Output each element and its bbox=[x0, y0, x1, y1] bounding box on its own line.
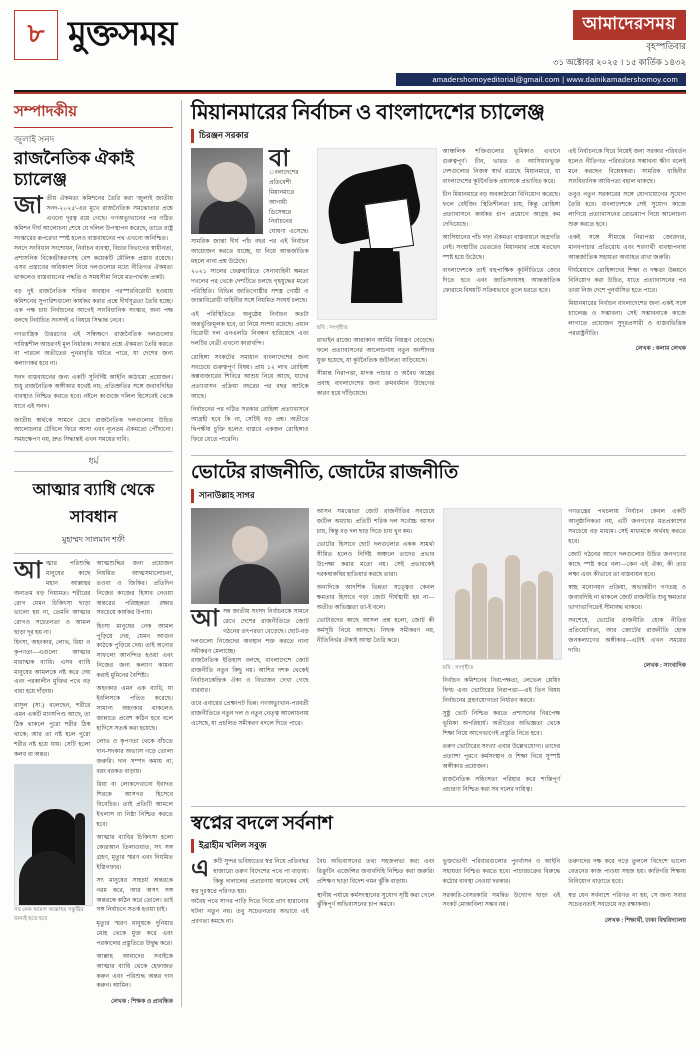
second-c4-p0: গণতন্ত্রের পথচলায় নির্বাচন কেবল একটি আনুষ্ঠানিকতা নয়, এটি জনগণের মতপ্রকাশের সবচেয়ে বড় মাধ্যম। সেই মাধ্যমকে অর্থবহ করতে হবে। bbox=[568, 509, 686, 545]
second-image-caption: ছবি : সংগৃহীত bbox=[442, 665, 474, 672]
religion-body-col1 bbox=[14, 560, 91, 639]
editorial-para-4: সনদ বাস্তবায়নের জন্য একটি সুনির্দিষ্ট আইনি কাঠামো প্রয়োজন। শুধু রাজনৈতিক অঙ্গীকার যথেষ্ট নয়; প্রতিশ্রুতির সঙ্গে জবাবদিহির ব্যবস্থাও নিশ্চিত করতে হবে। নইলে কাগুজে দলিল হিসেবেই থেকে যাবে এই সনদ। bbox=[14, 374, 173, 411]
second-c3-p0: নির্বাচন কমিশনের নিরপেক্ষতা, লেভেল প্লেয়িং ফিল্ড এবং ভোটারের নিরাপত্তা—এই তিন বিষয় নির্বাচনের গ্রহণযোগ্যতা নির্ধারণ করবে। bbox=[442, 678, 561, 704]
religion-c2-p2: অহংকার এমন এক ব্যাধি, যা ইবলিসকে পতিত করেছে। সামান্য অহংকার থাকলেও জান্নাতে প্রবেশ কঠিন হবে বলে হাদিসে সতর্ক করা হয়েছে। bbox=[96, 686, 173, 732]
religion-c1-p1: হিংসা, অহংকার, লোভ, রিয়া ও কৃপণতা—এগুলো আত্মার মারাত্মক ব্যাধি। এসব ব্যাধি মানুষের আমলকে নষ্ট করে দেয় এবং পরকালীন মুক্তির পথে বড় বাধা হয়ে দাঁড়ায়। bbox=[14, 639, 91, 696]
editorial-para-1: সনদে সংবিধান সংশোধন, নির্বাচন ব্যবস্থা, বিচার বিভাগের স্বাধীনতা, প্রশাসনিক বিকেন্দ্রীকরণসহ বেশ কয়েকটি মৌলিক প্রস্তাব রয়েছে। এসব প্রস্তাবের অধিকাংশ নিয়ে দলগুলোর মধ্যে নীতিগত ঐকমত্য থাকলেও বাস্তবায়নের পদ্ধতি ও সময়সীমা নিয়ে মতপার্থক্য প্রকট। bbox=[14, 245, 173, 282]
third-story bbox=[191, 813, 686, 931]
third-c3-p1: সরকারি-বেসরকারি সমন্বিত উদ্যোগ ছাড়া এই সংকট মোকাবিলা সম্ভব নয়। bbox=[442, 892, 561, 909]
second-c2-p3: ভোটারদের কাছে আসল প্রশ্ন হলো, জোট কী কর্মসূচি নিয়ে আসছে। নিছক সমীকরণ নয়, নীতিনির্ভর ঐক্যই আস্থা তৈরি করে। bbox=[316, 618, 435, 644]
hand-icon-4 bbox=[505, 555, 520, 659]
lead-image-caption: ছবি : সংগৃহীত bbox=[316, 325, 348, 332]
editorial-section-label: সম্পাদকীয় bbox=[14, 100, 173, 128]
lead-story-byline: চিরঞ্জন সরকার bbox=[191, 129, 686, 143]
religion-headline: আত্মার ব্যাধি থেকে সাবধান bbox=[32, 482, 155, 527]
masthead bbox=[14, 10, 686, 92]
masthead-left bbox=[14, 10, 176, 60]
brand-logo: আমাদেরসময় bbox=[573, 10, 687, 40]
second-c4-p2: স্বচ্ছ মনোনয়ন প্রক্রিয়া, অভ্যন্তরীণ গণতন্ত্র ও জবাবদিহি না থাকলে জোট রাজনীতি শুধু ক্ষমতার ভাগাভাগিতেই সীমাবদ্ধ থাকবে। bbox=[568, 585, 686, 611]
ballot-paper-icon bbox=[364, 198, 414, 252]
mosque-silhouette-image bbox=[14, 764, 93, 906]
lead-story-headline: মিয়ানমারের নির্বাচন ও বাংলাদেশের চ্যালেঞ্জ bbox=[191, 100, 545, 124]
lead-dropcap: বা bbox=[269, 146, 290, 173]
hand-icon-3 bbox=[488, 597, 503, 659]
religion-dropcap: আ bbox=[14, 558, 42, 585]
hand-icon-6 bbox=[538, 571, 553, 659]
religion-byline: মুহাম্মদ সালমান শফী bbox=[61, 535, 126, 545]
religion-c3-p2: মৃত্যুর স্মরণ মানুষকে দুনিয়ার মোহ থেকে মুক্ত করে এবং পরকালের প্রস্তুতিতে উদ্বুদ্ধ করে। bbox=[96, 920, 173, 947]
second-c3-p1: সুষ্ঠু ভোট নিশ্চিত করতে প্রশাসনের নিরপেক্ষ ভূমিকা অপরিহার্য। অতীতের অভিজ্ঞতা থেকে শিক্ষা নিয়ে আগেভাগেই প্রস্তুতি নিতে হবে। bbox=[442, 711, 561, 737]
content-grid bbox=[14, 100, 686, 1007]
religion-signoff: লেখক : শিক্ষক ও প্রাবন্ধিক bbox=[110, 998, 173, 1005]
second-story-headline: ভোটের রাজনীতি, জোটের রাজনীতি bbox=[191, 462, 458, 484]
editorial-para-2: বড় দুই রাজনৈতিক শক্তির অবস্থান পরস্পরবিরোধী হওয়ায় কমিশনের সুপারিশগুলো কার্যকর করার প্রশ্নে দীর্ঘসূত্রতা তৈরি হচ্ছে। এক পক্ষ চায় নির্বাচনের আগেই সাংবিধানিক সংস্কার, অন্য পক্ষ বলছে নির্বাচিত সংসদই এ বিষয়ে সিদ্ধান্ত নেবে। bbox=[14, 288, 173, 325]
lead-story bbox=[191, 100, 686, 449]
second-c2-p1: ভোটের হিসাবে ছোট দলগুলোর একক সামর্থ্য সীমিত হলেও নির্দিষ্ট অঞ্চলে তাদের প্রভাব উপেক্ষা করার মতো নয়। সেই প্রভাবকেই দরকষাকষির হাতিয়ার করছে তারা। bbox=[316, 542, 435, 578]
minaret-icon bbox=[75, 813, 85, 905]
third-c1-p0: কটি সুন্দর ভবিষ্যতের স্বপ্ন নিয়ে প্রতিবছর হাজারো তরুণ বিদেশের পথে পা বাড়ায়। কিন্তু দালালের প্রতারণায় অনেকের সেই স্বপ্ন দুঃস্বপ্নে পরিণত হয়। bbox=[191, 859, 309, 896]
editorial-para-5: জাতীয় স্বার্থকে সামনে রেখে রাজনৈতিক দলগুলোর উচিত আলোচনার টেবিলে ফিরে আসা এবং ন্যূনতম ঐকমত্যে পৌঁছানো। সময়ক্ষেপণ নয়, দ্রুত সিদ্ধান্তই এখন সময়ের দাবি। bbox=[14, 417, 173, 444]
section-title: মুক্তসময় bbox=[68, 16, 177, 53]
third-c4-p1: স্বপ্ন যেন সর্বনাশে পরিণত না হয়, সে জন্য সবার সচেতনতাই সবচেয়ে বড় রক্ষাকবচ। bbox=[568, 892, 686, 909]
third-c1-p1: অবৈধ পথে সাগর পাড়ি দিতে গিয়ে প্রাণ হারানোর ঘটনা নতুন নয়। তবু সচেতনতার অভাবে এই প্রবণতা কমছে না। bbox=[191, 898, 309, 925]
second-story bbox=[191, 462, 686, 799]
hand-icon-5 bbox=[521, 581, 536, 659]
editorial-dropcap: জা bbox=[14, 193, 43, 220]
lead-c3-p3: বাংলাদেশকে তাই বহুপাক্ষিক কূটনীতিতে জোর দিতে হবে এবং জাতিসংঘসহ আন্তর্জাতিক ফোরামে বিষয়টি সক্রিয়ভাবে তুলে ধরতে হবে। bbox=[442, 268, 561, 294]
masthead-right bbox=[396, 10, 686, 86]
lead-c2-p3: সীমান্ত নিরাপত্তা, মাদক পাচার ও অবৈধ অস্ত্রের প্রবাহ বাংলাদেশের জন্য ক্রমবর্ধমান উদ্বেগের কারণ হয়ে দাঁড়িয়েছে। bbox=[316, 371, 435, 397]
lead-c3-p0: আঞ্চলিক শক্তিগুলোর ভূমিকাও এখানে গুরুত্বপূর্ণ। চীন, ভারত ও আসিয়ানভুক্ত দেশগুলোর নিজস্ব স্বার্থ রয়েছে মিয়ানমারে, যা বাংলাদেশের কূটনৈতিক প্রয়াসকে প্রভাবিত করে। bbox=[442, 149, 561, 185]
lead-c1-p1: ২০২১ সালের ফেব্রুয়ারিতে সেনাবাহিনী ক্ষমতা দখলের পর থেকে দেশটিতে চলছে গৃহযুদ্ধের মতো পরিস্থিতি। বিভিন্ন জাতিগোষ্ঠীর সশস্ত্র গোষ্ঠী ও জান্তাবিরোধী বাহিনীর সঙ্গে নিয়মিত সংঘর্ষ চলছে। bbox=[191, 268, 309, 305]
second-c2-p2: অন্যদিকে আদর্শিক ভিন্নতা সত্ত্বেও কেবল ক্ষমতার হিসাবে গড়া জোট দীর্ঘস্থায়ী হয় না—অতীত অভিজ্ঞতা তা-ই বলে। bbox=[316, 585, 435, 611]
third-c3-p0: ভুক্তভোগী পরিবারগুলোর পুনর্বাসন ও আইনি সহায়তা নিশ্চিত করতে হবে। পাচারচক্রের বিরুদ্ধে কঠোর ব্যবস্থা নেওয়া দরকার। bbox=[442, 859, 561, 886]
hand-icon-2 bbox=[472, 563, 487, 659]
third-c2-p1: স্থানীয় পর্যায়ে কর্মসংস্থানের সুযোগ সৃষ্টি করা গেলে ঝুঁকিপূর্ণ অভিবাসনের চাপ কমবে। bbox=[316, 892, 435, 909]
third-c4-p0: তরুণদের দক্ষ করে গড়ে তুললে বিদেশে ভালো বেতনের কাজ পাওয়া সহজ হয়। কারিগরি শিক্ষায় বিনিয়োগ বাড়াতে হবে। bbox=[568, 859, 686, 886]
lead-signoff: লেখক : কলাম লেখক bbox=[635, 346, 686, 353]
third-story-byline: ইব্রাহীম খলিল সবুজ bbox=[191, 839, 686, 853]
religion-c1-p2: রাসুল (সা.) বলেছেন, শরীরে এমন একটি মাংসপিণ্ড আছে, তা ঠিক থাকলে পুরো শরীর ঠিক থাকে; আর তা নষ্ট হলে পুরো শরীর নষ্ট হয়ে যায়। সেটি হলো কলব বা অন্তর। bbox=[14, 702, 91, 758]
lead-c4-p4: মিয়ানমারের নির্বাচন বাংলাদেশের জন্য একই সঙ্গে চ্যালেঞ্জ ও সম্ভাবনা। সেই সম্ভাবনাকে কাজে লাগাতে প্রয়োজন সুদূরপ্রসারী ও বাস্তবভিত্তিক পররাষ্ট্রনীতি। bbox=[568, 301, 686, 337]
third-story-headline: স্বপ্নের বদলে সর্বনাশ bbox=[191, 812, 333, 834]
third-signoff: লেখক : শিক্ষার্থী, ঢাকা বিশ্ববিদ্যালয় bbox=[604, 917, 686, 924]
second-author-portrait bbox=[191, 508, 309, 604]
second-c1-p1: রাজনৈতিক ইতিহাস বলছে, বাংলাদেশে জোট রাজনীতি নতুন কিছু নয়। আশির দশক থেকেই নির্বাচনকেন্দ্রিক ঐক্য ও বিভাজন দেখা গেছে বারবার। bbox=[191, 658, 309, 695]
editorial-para-0: তীয় ঐকমত্য কমিশনের তৈরি করা 'জুলাই জাতীয় সনদ-২০২৫'-এর মুখে রাজনৈতিক সমঝোতার প্রশ্নে এখনো দূরত্ব রয়ে গেছে। গণঅভ্যুত্থানের পর গঠিত কমিশন দীর্ঘ আলোচনা শেষে যে দলিল উপস্থাপন করেছে, তাতে রাষ্ট্র সংস্কারের রূপরেখা স্পষ্ট হলেও বাস্তবায়নের পথ এখনো অনিশ্চিত। bbox=[14, 196, 173, 242]
page-number: ৮ bbox=[14, 10, 58, 60]
religion-c2-p1: হিংসা মানুষের নেক আমল পুড়িয়ে দেয়, যেমন আগুন কাঠকে পুড়িয়ে দেয়। তাই অন্যের সাফল্যে আনন্দিত হওয়া এবং নিজের জন্য কল্যাণ কামনা করাই মুমিনের বৈশিষ্ট্য। bbox=[96, 623, 173, 680]
lead-c4-p1: তবুও নতুন সরকারের সঙ্গে যোগাযোগের সুযোগ তৈরি হবে। বাংলাদেশকে সেই সুযোগ কাজে লাগিয়ে প্রত্যাবাসনের রোডম্যাপ নিয়ে আলোচনা শুরু করতে হবে। bbox=[568, 192, 686, 228]
religion-photo-caption: সব নেক আমল আল্লাহর সন্তুষ্টির জন্যই হতে হবে bbox=[14, 907, 84, 923]
lead-c2-p0: রোহিঙ্গা সংকটের সমাধান বাংলাদেশের জন্য সবচেয়ে গুরুত্বপূর্ণ বিষয়। প্রায় ১২ লাখ রোহিঙ্গা কক্সবাজারের শিবিরে আশ্রয় নিয়ে আছে, যাদের প্রত্যাবাসন প্রক্রিয়া বছরের পর বছর আটকে আছে। bbox=[191, 354, 309, 401]
raised-hands-illustration bbox=[443, 508, 563, 660]
religion-c3-p3: আল্লাহ আমাদের সবাইকে আত্মার ব্যাধি থেকে হেফাজত করুন এবং পরিশুদ্ধ অন্তর দান করুন। আমিন। bbox=[96, 953, 173, 990]
religion-divider bbox=[14, 553, 173, 554]
hand-icon-1 bbox=[455, 589, 470, 659]
mosque-dome-icon bbox=[19, 851, 79, 905]
second-c3-p3: রাজনৈতিক সহিংসতা পরিহার করে শান্তিপূর্ণ প্রচারণা নিশ্চিত করা সব দলের দায়িত্ব। bbox=[442, 777, 561, 794]
lead-c1-p2: এই পরিস্থিতিতে অনুষ্ঠেয় নির্বাচন কতটা অন্তর্ভুক্তিমূলক হবে, তা নিয়ে সংশয় রয়েছে। প্রধান বিরোধী দল এনএলডি নিবন্ধন হারিয়েছে এবং দলটির নেত্রী এখনো কারাবন্দি। bbox=[191, 311, 309, 348]
ballot-box-illustration bbox=[317, 148, 437, 320]
third-dropcap: এ bbox=[191, 856, 210, 883]
editorial-headline: রাজনৈতিক ঐকাই চ্যালেঞ্জ bbox=[14, 149, 134, 189]
religion-c3-p0: আত্মার ব্যাধির চিকিৎসা হলো কোরআন তিলাওয়াত, সৎ সঙ্গ গ্রহণ, মৃত্যুর স্মরণ এবং নিয়মিত ইস্তিগফার। bbox=[96, 834, 173, 871]
religion-section-label: ধর্ম bbox=[14, 451, 173, 472]
publication-day: বৃহস্পতিবার bbox=[646, 41, 686, 51]
second-c1-p0: সন্ন জাতীয় সংসদ নির্বাচনকে সামনে রেখে দেশের রাজনীতিতে জোট গঠনের তৎপরতা বেড়েছে। ছোট-বড় দলগুলো নিজেদের অবস্থান শক্ত করতে নানা সমীকরণ মেলাচ্ছে। bbox=[191, 609, 309, 655]
second-c4-p1: জোট গঠনের আগে দলগুলোর উচিত জনগণের কাছে স্পষ্ট করে বলা—কেন এই ঐক্য, কী তার লক্ষ্য এবং কীভাবে তা বাস্তবায়ন হবে। bbox=[568, 552, 686, 578]
second-c2-p0: আসন সমঝোতা জোট রাজনীতির সবচেয়ে জটিল অধ্যায়। প্রতিটি শরিক দল সর্বোচ্চ আসন চায়, কিন্তু বড় দল ছাড় দিতে চায় খুব কম। bbox=[316, 509, 435, 535]
second-c1-p2: তবে এবারের প্রেক্ষাপট ভিন্ন। গণঅভ্যুত্থান-পরবর্তী রাজনীতিতে নতুন দল ও নতুন নেতৃত্ব আলোচনায় এসেছে, যা প্রচলিত সমীকরণ বদলে দিতে পারে। bbox=[191, 701, 309, 728]
lead-c4-p2: একই সঙ্গে সীমান্তে নিরাপত্তা জোরদার, মানবপাচার প্রতিরোধ এবং শরণার্থী ব্যবস্থাপনায় আন্তর্জাতিক সহায়তা অব্যাহত রাখা জরুরি। bbox=[568, 235, 686, 261]
lead-c3-p2: আসিয়ানের পাঁচ দফা ঐকমত্য বাস্তবায়নে অগ্রগতি নেই। সংস্থাটির ভেতরেও মিয়ানমার প্রশ্নে মতভেদ স্পষ্ট হয়ে উঠেছে। bbox=[442, 235, 561, 261]
editorial-para-3: গণতান্ত্রিক উত্তরণের এই সন্ধিক্ষণে রাজনৈতিক দলগুলোর দায়িত্বশীল আচরণই মূল নির্ধারক। সংস্কার প্রশ্নে ঐকমত্য তৈরি করতে না পারলে অতীতের পুনরাবৃত্তি ঘটতে পারে, যা দেশের জন্য কল্যাণকর হবে না। bbox=[14, 331, 173, 368]
contact-bar[interactable]: amadershomoyeditorial@gmail.com | www.dainikamadershomoy.com bbox=[396, 73, 686, 86]
author-portrait bbox=[191, 148, 263, 234]
ballot-box-icon bbox=[351, 251, 403, 303]
publication-date: ৩১ অক্টোবর ২০২৫ । ১৫ কার্তিক ১৪৩২ bbox=[553, 57, 686, 67]
second-signoff: লেখক : সাংবাদিক bbox=[643, 663, 686, 670]
second-body-c1 bbox=[191, 608, 309, 657]
lead-c4-p3: দীর্ঘমেয়াদে রোহিঙ্গাদের শিক্ষা ও দক্ষতা উন্নয়নে বিনিয়োগ করা উচিত, যাতে প্রত্যাবাসনের পর তারা নিজ দেশে পুনর্বাসিত হতে পারে। bbox=[568, 268, 686, 294]
lead-c2-p2: রাখাইন রাজ্যে আরাকান আর্মির নিয়ন্ত্রণ বেড়েছে। ফলে প্রত্যাবাসনের আলোচনায় নতুন অংশীদার যুক্ত হয়েছে, যা কূটনৈতিক জটিলতা বাড়িয়েছে। bbox=[316, 338, 435, 364]
religion-c2-p0: আত্মশুদ্ধির জন্য প্রয়োজন নিয়মিত আত্মসমালোচনা, তওবা ও জিকির। প্রতিদিন নিজের কাজের হিসাব নেওয়া অন্তরের পরিচ্ছন্নতা রক্ষার সবচেয়ে কার্যকর উপায়। bbox=[96, 561, 173, 617]
lead-c1-p0: ংলাদেশের প্রতিবেশী মিয়ানমারে আগামী ডিসেম্বরে নির্বাচনের ঘোষণা এসেছে। সামরিক জান্তা দীর্ঘ পাঁচ বছর পর এই নির্বাচন আয়োজন করতে যাচ্ছে, যা নিয়ে আন্তর্জাতিক মহলে নানা প্রশ্ন উঠেছে। bbox=[191, 170, 309, 265]
story-divider-2 bbox=[191, 806, 686, 807]
main-column bbox=[182, 100, 686, 1007]
lead-c4-p0: এই নির্বাচনকে ঘিরে নিয়েই জন্য সরকার পরিবর্তন হলেও নীতিগত পরিবর্তনের সম্ভাবনা ক্ষীণ বলেই মনে করছেন বিশ্লেষকরা। সামরিক বাহিনীর সাংবিধানিক আধিপত্য বহাল থাকছে। bbox=[568, 149, 686, 185]
editorial-kicker: জুলাই সনদ bbox=[14, 134, 55, 144]
religion-c1-p0: ত্মার পরিশুদ্ধি মানুষের কাছে মহান আল্লাহর অন্যতম বড় নিয়ামত। শরীরের রোগ যেমন চিকিৎসা ছাড়া ভালো হয় না, তেমনি আত্মার রোগও সচেতনতা ও আমল ছাড়া দূর হয় না। bbox=[14, 561, 91, 637]
third-body-c1 bbox=[191, 858, 309, 897]
religion-c2-p3: লোভ ও কৃপণতা থেকে বাঁচতে দান-সদকার অভ্যাস গড়ে তোলা জরুরি। দান সম্পদ কমায় না, বরং বরকত বাড়ায়। bbox=[96, 739, 173, 775]
editorial-body bbox=[14, 195, 173, 244]
second-c4-p3: সবশেষে, ভোটের রাজনীতি হোক নীতির প্রতিযোগিতা, আর জোটের রাজনীতি হোক জনকল্যাণের অঙ্গীকার—এটাই এখন সময়ের দাবি। bbox=[568, 618, 686, 654]
story-divider-1 bbox=[191, 455, 686, 456]
third-c2-p0: বৈধ অভিবাসনের তথ্য সহজলভ্য করা এবং রিক্রুটিং এজেন্সির জবাবদিহি নিশ্চিত করা জরুরি। প্রশিক্ষণ ছাড়া বিদেশ গমন ঝুঁকি বাড়ায়। bbox=[316, 859, 435, 886]
lead-c2-p1: নির্বাচনের পর গঠিত সরকার রোহিঙ্গা প্রত্যাবাসনে আগ্রহী হবে কি না, সেটিই বড় প্রশ্ন। অতীতে দ্বিপক্ষীয় চুক্তি হলেও বাস্তবে একজন রোহিঙ্গাও ফিরে যেতে পারেনি। bbox=[191, 407, 309, 444]
second-c3-p2: তরুণ ভোটারের সংখ্যা এবার উল্লেখযোগ্য। তাদের প্রত্যাশা পূরণে কর্মসংস্থান ও শিক্ষা নিয়ে সুস্পষ্ট অঙ্গীকার প্রয়োজন। bbox=[442, 744, 561, 771]
second-dropcap: আ bbox=[191, 606, 219, 633]
lead-c3-p1: চীন মিয়ানমারে বড় অবকাঠামো বিনিয়োগ করেছে। ফলে বেইজিং স্থিতিশীলতা চায়, কিন্তু রোহিঙ্গা প্রত্যাবাসনে কার্যকর চাপ প্রয়োগে আগ্রহ কম দেখিয়েছে। bbox=[442, 192, 561, 228]
religion-c3-p1: সৎ মানুষের সাহচর্য অন্তরকে নরম করে, আর অসৎ সঙ্গ অন্তরকে কঠিন করে তোলে। তাই সঙ্গ নির্বাচনে সতর্ক হওয়া চাই। bbox=[96, 877, 173, 914]
second-story-byline: সানাউল্লাহ সাগর bbox=[191, 489, 686, 503]
editorial-column bbox=[14, 100, 182, 1007]
header-divider bbox=[14, 92, 686, 94]
religion-c2-p4: রিয়া বা লোকদেখানো ইবাদত শিরকে আসগর হিসেবে বিবেচিত। তাই প্রতিটি আমলে ইখলাস বা নিষ্ঠা নিশ্চিত করতে হবে। bbox=[96, 782, 173, 828]
